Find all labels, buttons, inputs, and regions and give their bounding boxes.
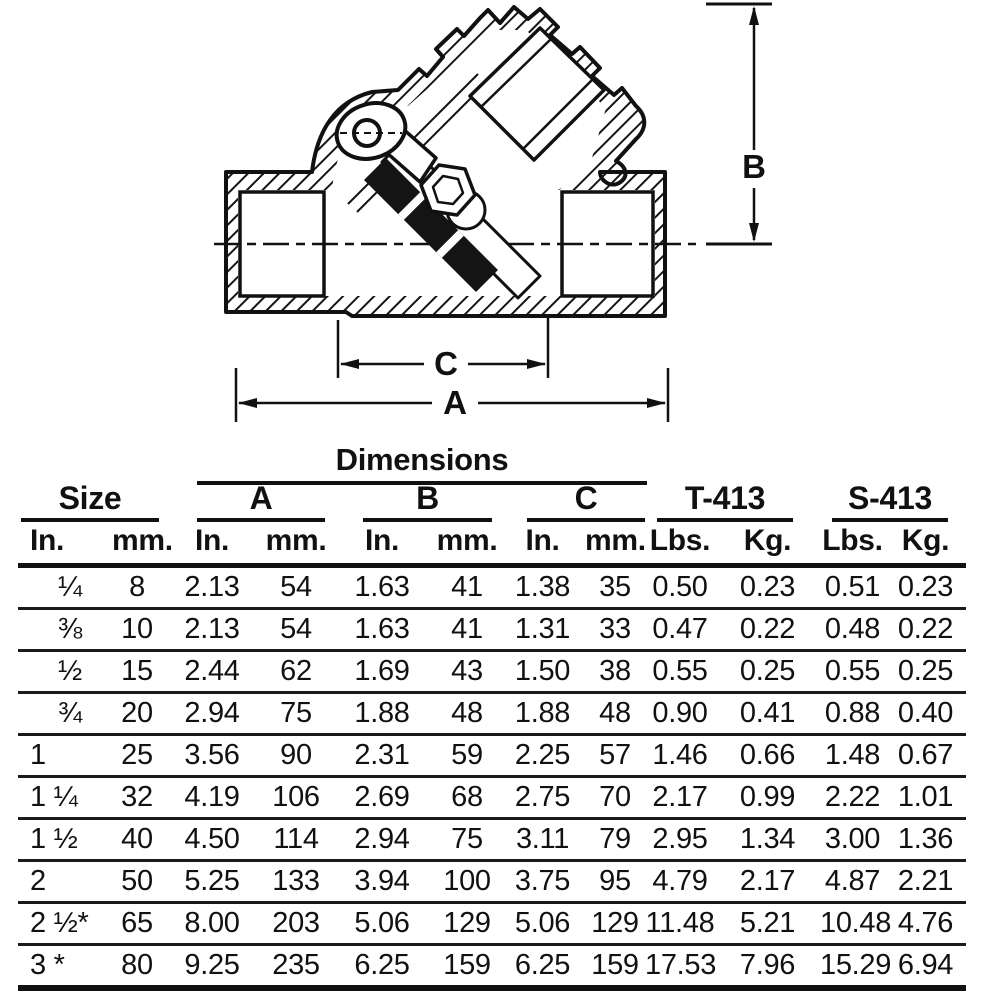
group-b: B bbox=[330, 480, 500, 522]
cell: 0.23 bbox=[715, 566, 820, 609]
dimensions-table-body bbox=[18, 566, 966, 989]
dim-a-label: A bbox=[443, 384, 467, 421]
cell: 0.50 bbox=[645, 566, 715, 609]
disc-nut-inner bbox=[433, 176, 463, 204]
cell: 1.31 bbox=[500, 609, 585, 651]
group-c: C bbox=[500, 480, 645, 522]
cell: 3.94 bbox=[330, 861, 434, 903]
cell: 4.76 bbox=[885, 903, 966, 945]
group-size: Size bbox=[18, 480, 162, 522]
cell: 0.22 bbox=[715, 609, 820, 651]
cell: 10.48 bbox=[820, 903, 885, 945]
cell: 2 ½* bbox=[18, 903, 112, 945]
cell: 3 * bbox=[18, 945, 112, 989]
cell: 33 bbox=[585, 609, 645, 651]
cell: 0.55 bbox=[820, 651, 885, 693]
cell: 32 bbox=[112, 777, 162, 819]
sub-header-row bbox=[18, 522, 966, 566]
group-header-row bbox=[18, 480, 966, 522]
cell: 48 bbox=[585, 693, 645, 735]
col-header: Kg. bbox=[715, 522, 820, 566]
cell: 0.25 bbox=[715, 651, 820, 693]
cell: 129 bbox=[434, 903, 500, 945]
cell: 0.67 bbox=[885, 735, 966, 777]
cell: 0.25 bbox=[885, 651, 966, 693]
cell: 6.25 bbox=[500, 945, 585, 989]
cell: 4.79 bbox=[645, 861, 715, 903]
cell: 0.22 bbox=[885, 609, 966, 651]
cell: 2.21 bbox=[885, 861, 966, 903]
cell: 3.11 bbox=[500, 819, 585, 861]
cell: 79 bbox=[585, 819, 645, 861]
group-t413: T-413 bbox=[645, 480, 820, 522]
cell: 2.13 bbox=[162, 609, 262, 651]
cell: 8 bbox=[112, 566, 162, 609]
cell: 68 bbox=[434, 777, 500, 819]
table-row bbox=[18, 819, 966, 861]
table-row bbox=[18, 735, 966, 777]
cell: 100 bbox=[434, 861, 500, 903]
cell: 40 bbox=[112, 819, 162, 861]
cell: 75 bbox=[262, 693, 330, 735]
cell: 0.40 bbox=[885, 693, 966, 735]
cell: 0.66 bbox=[715, 735, 820, 777]
cell: 2.13 bbox=[162, 566, 262, 609]
cell: 4.19 bbox=[162, 777, 262, 819]
cell: 38 bbox=[585, 651, 645, 693]
cell: 5.21 bbox=[715, 903, 820, 945]
cell: 2.69 bbox=[330, 777, 434, 819]
cell: 1.34 bbox=[715, 819, 820, 861]
table-title: Dimensions bbox=[197, 442, 647, 485]
cell: 159 bbox=[434, 945, 500, 989]
cell: 0.47 bbox=[645, 609, 715, 651]
cell: 59 bbox=[434, 735, 500, 777]
cell: 54 bbox=[262, 566, 330, 609]
cell: 159 bbox=[585, 945, 645, 989]
cell: 0.55 bbox=[645, 651, 715, 693]
cell: 2.31 bbox=[330, 735, 434, 777]
cell: 0.41 bbox=[715, 693, 820, 735]
cell: 95 bbox=[585, 861, 645, 903]
cell: 1.50 bbox=[500, 651, 585, 693]
cell: 2.94 bbox=[330, 819, 434, 861]
valve-cross-section-drawing bbox=[0, 0, 1000, 438]
col-header: mm. bbox=[262, 522, 330, 566]
cell: 1.88 bbox=[500, 693, 585, 735]
col-header: Lbs. bbox=[645, 522, 715, 566]
cell: 106 bbox=[262, 777, 330, 819]
cell: 0.23 bbox=[885, 566, 966, 609]
cell: 1 ½ bbox=[18, 819, 112, 861]
cell: 0.51 bbox=[820, 566, 885, 609]
col-header: In. bbox=[500, 522, 585, 566]
cell: 3.00 bbox=[820, 819, 885, 861]
cell: 41 bbox=[434, 609, 500, 651]
cell: 5.25 bbox=[162, 861, 262, 903]
cell: 9.25 bbox=[162, 945, 262, 989]
cell: 0.99 bbox=[715, 777, 820, 819]
cell: 43 bbox=[434, 651, 500, 693]
cell: 1.63 bbox=[330, 566, 434, 609]
cell: 1 ¼ bbox=[18, 777, 112, 819]
cell: 1.01 bbox=[885, 777, 966, 819]
cell: 6.25 bbox=[330, 945, 434, 989]
cell: 1.63 bbox=[330, 609, 434, 651]
table-row bbox=[18, 609, 966, 651]
table-row bbox=[18, 945, 966, 989]
cell: 15.29 bbox=[820, 945, 885, 989]
cell: 2.95 bbox=[645, 819, 715, 861]
cell: ¼ bbox=[18, 566, 112, 609]
dim-a-arrow-left bbox=[238, 398, 257, 408]
cell: 75 bbox=[434, 819, 500, 861]
cell: 1.46 bbox=[645, 735, 715, 777]
cell: 4.87 bbox=[820, 861, 885, 903]
col-header: In. bbox=[162, 522, 262, 566]
cell: 1.48 bbox=[820, 735, 885, 777]
cell: 2.17 bbox=[645, 777, 715, 819]
cell: 2.17 bbox=[715, 861, 820, 903]
cell: 17.53 bbox=[645, 945, 715, 989]
dim-b-arrow-down bbox=[749, 223, 759, 242]
cell: 0.88 bbox=[820, 693, 885, 735]
cell: 3.75 bbox=[500, 861, 585, 903]
col-header: mm. bbox=[585, 522, 645, 566]
cell: 7.96 bbox=[715, 945, 820, 989]
dim-b-arrow-up bbox=[749, 6, 759, 25]
cell: 1 bbox=[18, 735, 112, 777]
cell: 41 bbox=[434, 566, 500, 609]
cell: 6.94 bbox=[885, 945, 966, 989]
cell: 57 bbox=[585, 735, 645, 777]
table-row bbox=[18, 777, 966, 819]
cell: 235 bbox=[262, 945, 330, 989]
cell: 70 bbox=[585, 777, 645, 819]
cell: 2.22 bbox=[820, 777, 885, 819]
cell: 3.56 bbox=[162, 735, 262, 777]
cell: 10 bbox=[112, 609, 162, 651]
cell: 11.48 bbox=[645, 903, 715, 945]
col-header: In. bbox=[330, 522, 434, 566]
col-header: In. bbox=[18, 522, 112, 566]
cell: 2.75 bbox=[500, 777, 585, 819]
cell: 4.50 bbox=[162, 819, 262, 861]
cell: 54 bbox=[262, 609, 330, 651]
cell: 114 bbox=[262, 819, 330, 861]
cell: 2 bbox=[18, 861, 112, 903]
dim-c-arrow-left bbox=[340, 359, 359, 369]
cell: 1.36 bbox=[885, 819, 966, 861]
cell: 133 bbox=[262, 861, 330, 903]
col-header: mm. bbox=[112, 522, 162, 566]
table-row bbox=[18, 693, 966, 735]
cell: 1.69 bbox=[330, 651, 434, 693]
group-s413: S-413 bbox=[820, 480, 966, 522]
cell: 2.25 bbox=[500, 735, 585, 777]
cell: 48 bbox=[434, 693, 500, 735]
dim-c-label: C bbox=[434, 345, 458, 382]
cell: 80 bbox=[112, 945, 162, 989]
col-header: Kg. bbox=[885, 522, 966, 566]
cell: 5.06 bbox=[500, 903, 585, 945]
cell: 62 bbox=[262, 651, 330, 693]
cell: 8.00 bbox=[162, 903, 262, 945]
dim-b-label: B bbox=[742, 148, 766, 185]
dimensions-table bbox=[18, 480, 966, 991]
cell: 203 bbox=[262, 903, 330, 945]
cell: ⅜ bbox=[18, 609, 112, 651]
table-row bbox=[18, 861, 966, 903]
cell: 2.94 bbox=[162, 693, 262, 735]
table-row bbox=[18, 651, 966, 693]
cell: 90 bbox=[262, 735, 330, 777]
cell: 35 bbox=[585, 566, 645, 609]
cell: 5.06 bbox=[330, 903, 434, 945]
group-a: A bbox=[162, 480, 330, 522]
cell: 15 bbox=[112, 651, 162, 693]
cell: 25 bbox=[112, 735, 162, 777]
cell: 0.90 bbox=[645, 693, 715, 735]
cell: 65 bbox=[112, 903, 162, 945]
cell: 0.48 bbox=[820, 609, 885, 651]
col-header: mm. bbox=[434, 522, 500, 566]
cell: 129 bbox=[585, 903, 645, 945]
cell: 1.38 bbox=[500, 566, 585, 609]
cell: 50 bbox=[112, 861, 162, 903]
table-row bbox=[18, 903, 966, 945]
table-row bbox=[18, 566, 966, 609]
cell: ½ bbox=[18, 651, 112, 693]
cell: 2.44 bbox=[162, 651, 262, 693]
cell: 20 bbox=[112, 693, 162, 735]
cell: 1.88 bbox=[330, 693, 434, 735]
dim-c-arrow-right bbox=[527, 359, 546, 369]
dim-a-arrow-right bbox=[647, 398, 666, 408]
cell: ¾ bbox=[18, 693, 112, 735]
col-header: Lbs. bbox=[820, 522, 885, 566]
